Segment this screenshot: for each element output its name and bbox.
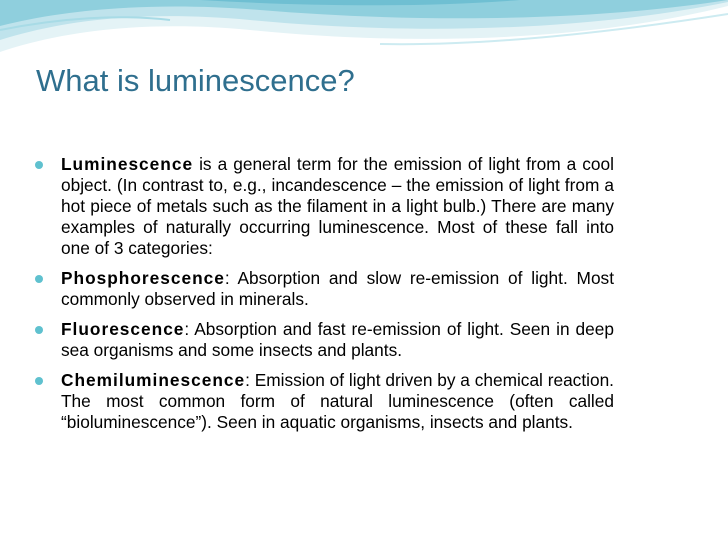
bullet-text: : Emission of light driven by a chemical reaction. The most common form of natural luminescence (often called “bioluminescence”). Seen in aquatic organisms, insects and plants. <box>61 370 614 432</box>
bullet-dot-icon <box>35 377 43 385</box>
bullet-text: is a general term for the emission of light from a cool object. (In contrast to, e.g., incandescence – the emission of light from a hot piece of metals such as the filament in a light bulb.) There are many examples of naturally occurring luminescence. Most of these fall into one of 3 categories: <box>61 154 614 258</box>
slide-title: What is luminescence? <box>36 63 355 98</box>
bullet-text: : Absorption and fast re-emission of light. Seen in deep sea organisms and some insects and plants. <box>61 319 614 360</box>
bullet-chemiluminescence <box>34 370 614 433</box>
bullet-luminescence <box>34 154 614 259</box>
bullet-dot-icon <box>35 326 43 334</box>
bullet-term: Phosphorescence <box>61 268 225 288</box>
bullet-text: : Absorption and slow re-emission of light. Most commonly observed in minerals. <box>61 268 614 309</box>
bullet-phosphorescence <box>34 268 614 310</box>
bullet-dot-icon <box>35 161 43 169</box>
bullet-term: Fluorescence <box>61 319 185 339</box>
bullet-term: Luminescence <box>61 154 194 174</box>
bullet-fluorescence <box>34 319 614 361</box>
bullet-list <box>34 154 614 442</box>
bullet-term: Chemiluminescence <box>61 370 246 390</box>
wave-header-decoration <box>0 0 728 70</box>
bullet-dot-icon <box>35 275 43 283</box>
